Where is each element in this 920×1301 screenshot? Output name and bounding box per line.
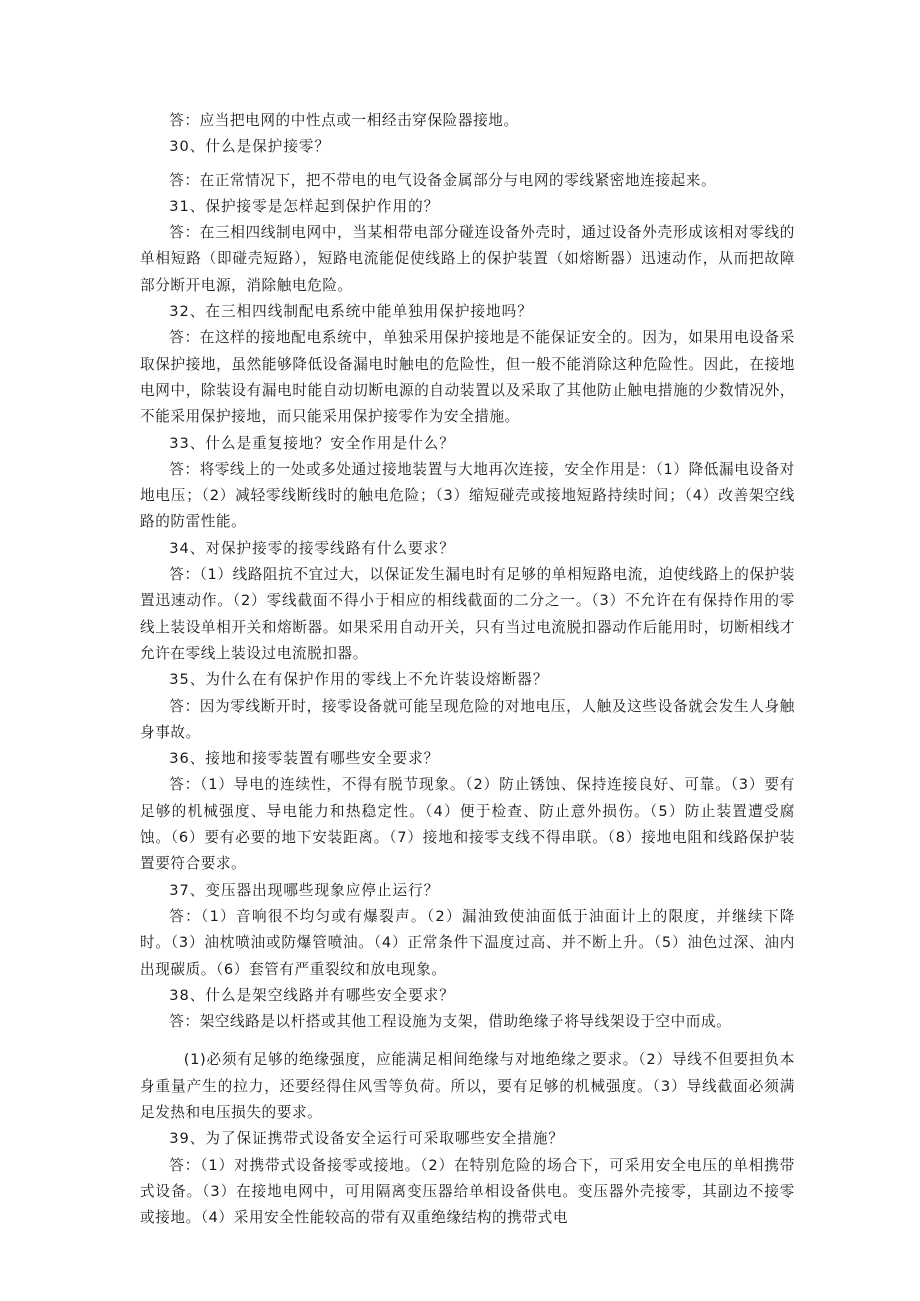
answer-35: 答：因为零线断开时，接零设备就可能呈现危险的对地电压，人触及这些设备就会发生人身触身事故。 xyxy=(140,697,795,741)
question-33: 33、什么是重复接地？安全作用是什么？ xyxy=(169,434,455,452)
question-34: 34、对保护接零的接零线路有什么要求？ xyxy=(169,539,455,557)
answer-29-tail: 答：应当把电网的中性点或一相经击穿保险器接地。 xyxy=(169,112,519,129)
answer-34: 答：（1）线路阻抗不宜过大，以保证发生漏电时有足够的单相短路电流，迫使线路上的保护装置迅速动作。（2）零线截面不得小于相应的相线截面的二分之一。（3）不允许在有保持作用的零线上装设单相开关和熔断器。如果采用自动开关，只有当过电流脱扣器动作后能用时，切断相线才允许在零线上装设过电流脱扣器。 xyxy=(140,566,795,662)
answer-38-requirements: (1)必须有足够的绝缘强度，应能满足相间绝缘与对地绝缘之要求。（2）导线不但要担负本身重量产生的拉力，还要经得住风雪等负荷。所以，要有足够的机械强度。（3）导线截面必须满足发热和电压损失的要求。 xyxy=(140,1051,795,1121)
question-35: 35、为什么在有保护作用的零线上不允许装设熔断器？ xyxy=(169,671,549,689)
answer-32: 答：在这样的接地配电系统中，单独采用保护接地是不能保证安全的。因为，如果用电设备采取保护接地，虽然能够降低设备漏电时触电的危险性，但一般不能消除这种危险性。因此，在接地电网中，除装设有漏电时能自动切断电源的自动装置以及采取了其他防止触电措施的少数情况外，不能采用保护接地，而只能采用保护接零作为安全措施。 xyxy=(140,329,795,426)
answer-33: 答：将零线上的一处或多处通过接地装置与大地再次连接，安全作用是：（1）降低漏电设备对地电压；（2）减轻零线断线时的触电危险；（3）缩短碰壳或接地短路持续时间；（4）改善架空线路的防雷性能。 xyxy=(140,460,795,531)
question-39: 39、为了保证携带式设备安全运行可采取哪些安全措施？ xyxy=(169,1130,565,1148)
answer-37: 答：（1）音响很不均匀或有爆裂声。（2）漏油致使油面低于油面计上的限度，并继续下降时。（3）油枕喷油或防爆管喷油。（4）正常条件下温度过高、并不断上升。（5）油色过深、油内出现碳质。（6）套管有严重裂纹和放电现象。 xyxy=(140,907,795,978)
question-36: 36、接地和接零装置有哪些安全要求？ xyxy=(169,750,440,768)
question-30: 30、什么是保护接零？ xyxy=(169,138,331,156)
answer-31: 答：在三相四线制电网中，当某相带电部分碰连设备外壳时，通过设备外壳形成该相对零线的单相短路（即碰壳短路），短路电流能促使线路上的保护装置（如熔断器）迅速动作，从而把故障部分断开电源，消除触电危险。 xyxy=(140,224,795,294)
question-31: 31、保护接零是怎样起到保护作用的？ xyxy=(169,197,440,215)
question-38: 38、什么是架空线路并有哪些安全要求？ xyxy=(169,986,455,1004)
question-32: 32、在三相四线制配电系统中能单独用保护接地吗？ xyxy=(169,303,533,321)
answer-38: 答：架空线路是以杆搭或其他工程设施为支架，借助绝缘子将导线架设于空中而成。 xyxy=(169,1013,732,1031)
answer-36: 答：（1）导电的连续性，不得有脱节现象。（2）防止锈蚀、保持连接良好、可靠。（3）要有足够的机械强度、导电能力和热稳定性。（4）便于检查、防止意外损伤。（5）防止装置遭受腐蚀。（6）要有必要的地下安装距离。（7）接地和接零支线不得串联。（8）接地电阻和线路保护装置要符合要求。 xyxy=(140,776,795,873)
question-37: 37、变压器出现哪些现象应停止运行？ xyxy=(169,881,440,899)
answer-39: 答：（1）对携带式设备接零或接地。（2）在特别危险的场合下，可采用安全电压的单相携带式设备。（3）在接地电网中，可用隔离变压器给单相设备供电。变压器外壳接零，其副边不接零或接地。（4）采用安全性能较高的带有双重绝缘结构的携带式电 xyxy=(140,1156,795,1227)
document-page xyxy=(140,108,795,1231)
answer-30: 答：在正常情况下，把不带电的电气设备金属部分与电网的零线紧密地连接起来。 xyxy=(169,171,717,189)
